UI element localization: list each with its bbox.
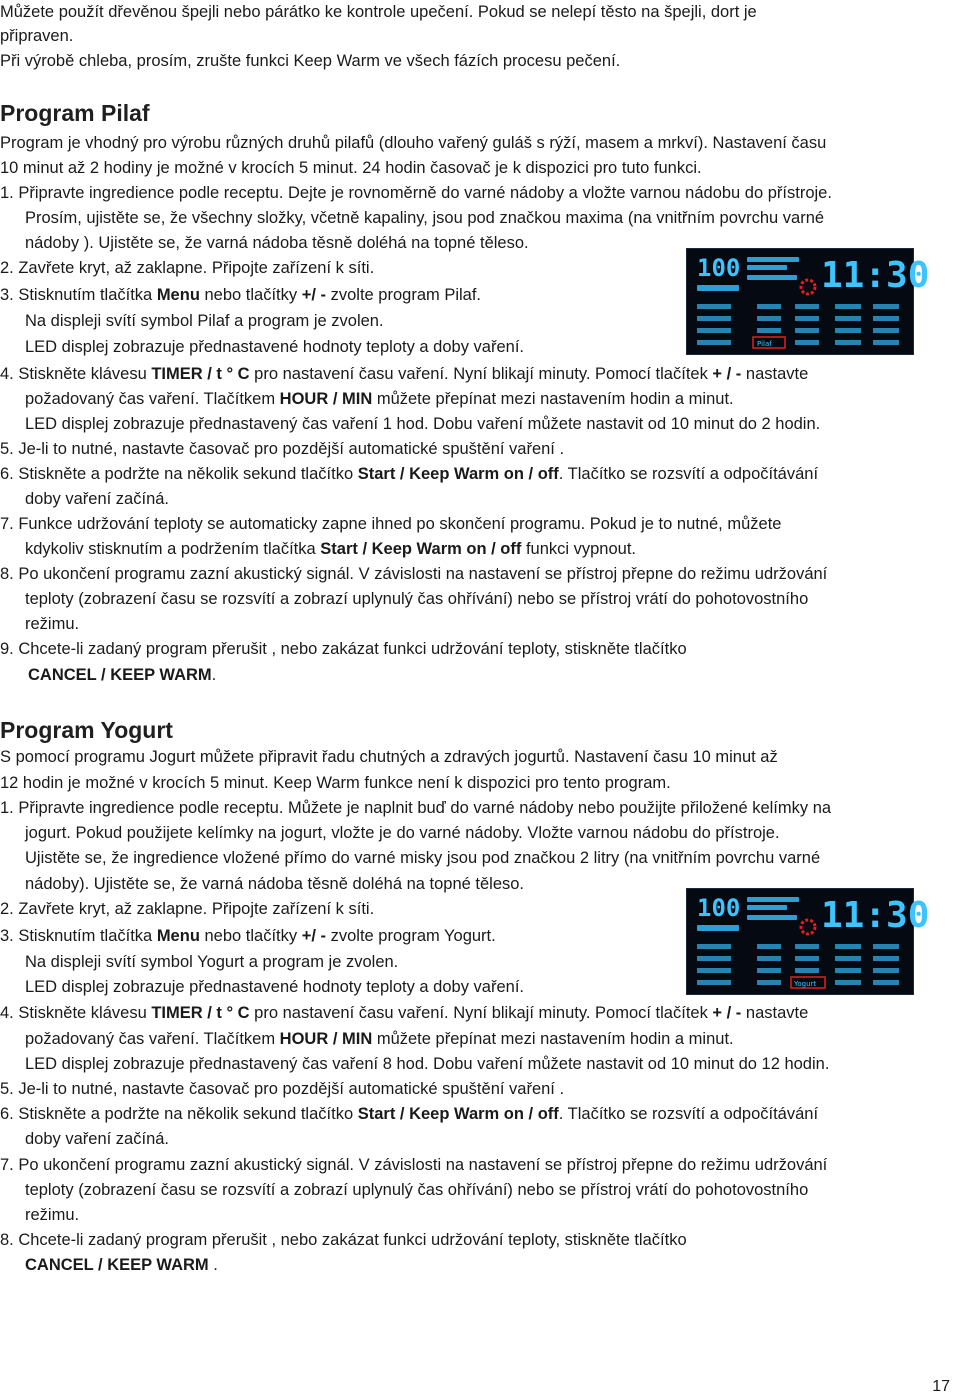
pilaf-step-8: teploty (zobrazení času se rozsvítí a zobrazí uplynulý čas ohřívání) nebo se přístroj vrátí do pohotovostního [25,590,809,608]
yogurt-step-7: režimu. [25,1206,80,1224]
pilaf-step-3: 3. Stisknutím tlačítka Menu nebo tlačítky +/ - zvolte program Pilaf. [0,286,482,304]
time-readout: 11:30 [821,895,930,936]
temperature-readout: 100 [697,254,741,282]
pilaf-step-3: LED displej zobrazuje přednastavené hodnoty teploty a doby vaření. [25,338,524,356]
pilaf-step-4: požadovaný čas vaření. Tlačítkem HOUR / MIN můžete přepínat mezi nastavením hodin a minut. [25,390,734,408]
yogurt-step-2: 2. Zavřete kryt, až zaklapne. Připojte zařízení k síti. [0,900,375,918]
section-heading-pilaf: Program Pilaf [0,100,150,126]
yogurt-step-1: Ujistěte se, že ingredience vložené přímo do varné misky jsou pod značkou 2 litry (na vnitřním povrchu varné [25,849,821,867]
intro-line: Můžete použít dřevěnou špejli nebo párátko ke kontrole upečení. Pokud se nelepí těsto na špejli, dort je [0,3,757,21]
yogurt-step-4: 4. Stiskněte klávesu TIMER / t ° C pro nastavení času vaření. Nyní blikají minuty. Pomocí tlačítek + / - nastavte [0,1004,809,1022]
time-readout: 11:30 [821,255,930,296]
pilaf-step-9: 9. Chcete-li zadaný program přerušit , nebo zakázat funkci udržování teploty, stiskněte tlačítko [0,640,687,658]
yogurt-description: 12 hodin je možné v krocích 5 minut. Keep Warm funkce není k dispozici pro tento program. [0,774,671,792]
yogurt-step-3: 3. Stisknutím tlačítka Menu nebo tlačítky +/ - zvolte program Yogurt. [0,927,496,945]
pilaf-selected-label: Pilaf [757,340,772,348]
yogurt-step-5: 5. Je-li to nutné, nastavte časovač pro pozdější automatické spuštění vaření . [0,1080,565,1098]
temperature-readout: 100 [697,894,741,922]
yogurt-description: S pomocí programu Jogurt můžete připravit řadu chutných a zdravých jogurtů. Nastavení času 10 minut až [0,748,778,766]
pilaf-step-7: kdykoliv stisknutím a podržením tlačítka Start / Keep Warm on / off funkci vypnout. [25,540,637,558]
yogurt-step-3: LED displej zobrazuje přednastavené hodnoty teploty a doby vaření. [25,978,524,996]
yogurt-selected-label: Yogurt [794,980,817,988]
pilaf-step-2: 2. Zavřete kryt, až zaklapne. Připojte zařízení k síti. [0,259,375,277]
pilaf-description: 10 minut až 2 hodiny je možné v krocích 5 minut. 24 hodin časovač je k dispozici pro tuto funkci. [0,159,702,177]
yogurt-step-1: nádoby). Ujistěte se, že varná nádoba těsně doléhá na topné těleso. [25,875,525,893]
section-heading-yogurt: Program Yogurt [0,717,173,743]
pilaf-step-8: 8. Po ukončení programu zazní akustický signál. V závislosti na nastavení se přístroj přepne do režimu udržování [0,565,828,583]
pilaf-step-8: režimu. [25,615,80,633]
yogurt-step-7: teploty (zobrazení času se rozsvítí a zobrazí uplynulý čas ohřívání) nebo se přístroj vrátí do pohotovostního [25,1181,809,1199]
intro-line: Při výrobě chleba, prosím, zrušte funkci Keep Warm ve všech fázích procesu pečení. [0,52,621,70]
pilaf-step-7: 7. Funkce udržování teploty se automaticky zapne ihned po skončení programu. Pokud je to nutné, můžete [0,515,782,533]
pilaf-step-6: doby vaření začíná. [25,490,170,508]
pilaf-step-9: CANCEL / KEEP WARM. [28,666,217,684]
pilaf-step-3: Na displeji svítí symbol Pilaf a program je zvolen. [25,312,384,330]
pilaf-step-1: Prosím, ujistěte se, že všechny složky, včetně kapaliny, jsou pod značkou maxima (na vnitřním povrchu varné [25,209,825,227]
yogurt-step-4: požadovaný čas vaření. Tlačítkem HOUR / MIN můžete přepínat mezi nastavením hodin a minut. [25,1030,734,1048]
yogurt-step-4: LED displej zobrazuje přednastavený čas vaření 8 hod. Dobu vaření můžete nastavit od 10 minut do 12 hodin. [25,1055,830,1073]
pilaf-step-5: 5. Je-li to nutné, nastavte časovač pro pozdější automatické spuštění vaření . [0,440,565,458]
pilaf-step-1: nádoby ). Ujistěte se, že varná nádoba těsně doléhá na topné těleso. [25,234,529,252]
pilaf-step-4: 4. Stiskněte klávesu TIMER / t ° C pro nastavení času vaření. Nyní blikají minuty. Pomocí tlačítek + / - nastavte [0,365,809,383]
yogurt-step-8: 8. Chcete-li zadaný program přerušit , nebo zakázat funkci udržování teploty, stiskněte tlačítko [0,1231,687,1249]
intro-line: připraven. [0,27,74,45]
pilaf-description: Program je vhodný pro výrobu různých druhů pilafů (dlouho vařený guláš s rýží, masem a mrkví). Nastavení času [0,134,827,152]
control-panel-display-pilaf [686,248,930,355]
yogurt-step-1: 1. Připravte ingredience podle receptu. Můžete je naplnit buď do varné nádoby nebo použijte přiložené kelímky na [0,799,832,817]
yogurt-step-6: 6. Stiskněte a podržte na několik sekund tlačítko Start / Keep Warm on / off. Tlačítko se rozsvítí a odpočítávání [0,1105,819,1123]
yogurt-step-8: CANCEL / KEEP WARM . [25,1256,218,1274]
yogurt-step-1: jogurt. Pokud použijete kelímky na jogurt, vložte je do varné nádoby. Vložte varnou nádobu do přístroje. [25,824,780,842]
pilaf-step-1: 1. Připravte ingredience podle receptu. Dejte je rovnoměrně do varné nádoby a vložte varnou nádobu do přístroje. [0,184,832,202]
yogurt-step-3: Na displeji svítí symbol Yogurt a program je zvolen. [25,953,399,971]
control-panel-display-yogurt [686,888,930,995]
yogurt-step-6: doby vaření začíná. [25,1130,170,1148]
pilaf-step-6: 6. Stiskněte a podržte na několik sekund tlačítko Start / Keep Warm on / off. Tlačítko se rozsvítí a odpočítávání [0,465,819,483]
pilaf-step-4: LED displej zobrazuje přednastavený čas vaření 1 hod. Dobu vaření můžete nastavit od 10 minut do 2 hodin. [25,415,821,433]
yogurt-step-7: 7. Po ukončení programu zazní akustický signál. V závislosti na nastavení se přístroj přepne do režimu udržování [0,1156,828,1174]
page-number: 17 [932,1378,950,1395]
